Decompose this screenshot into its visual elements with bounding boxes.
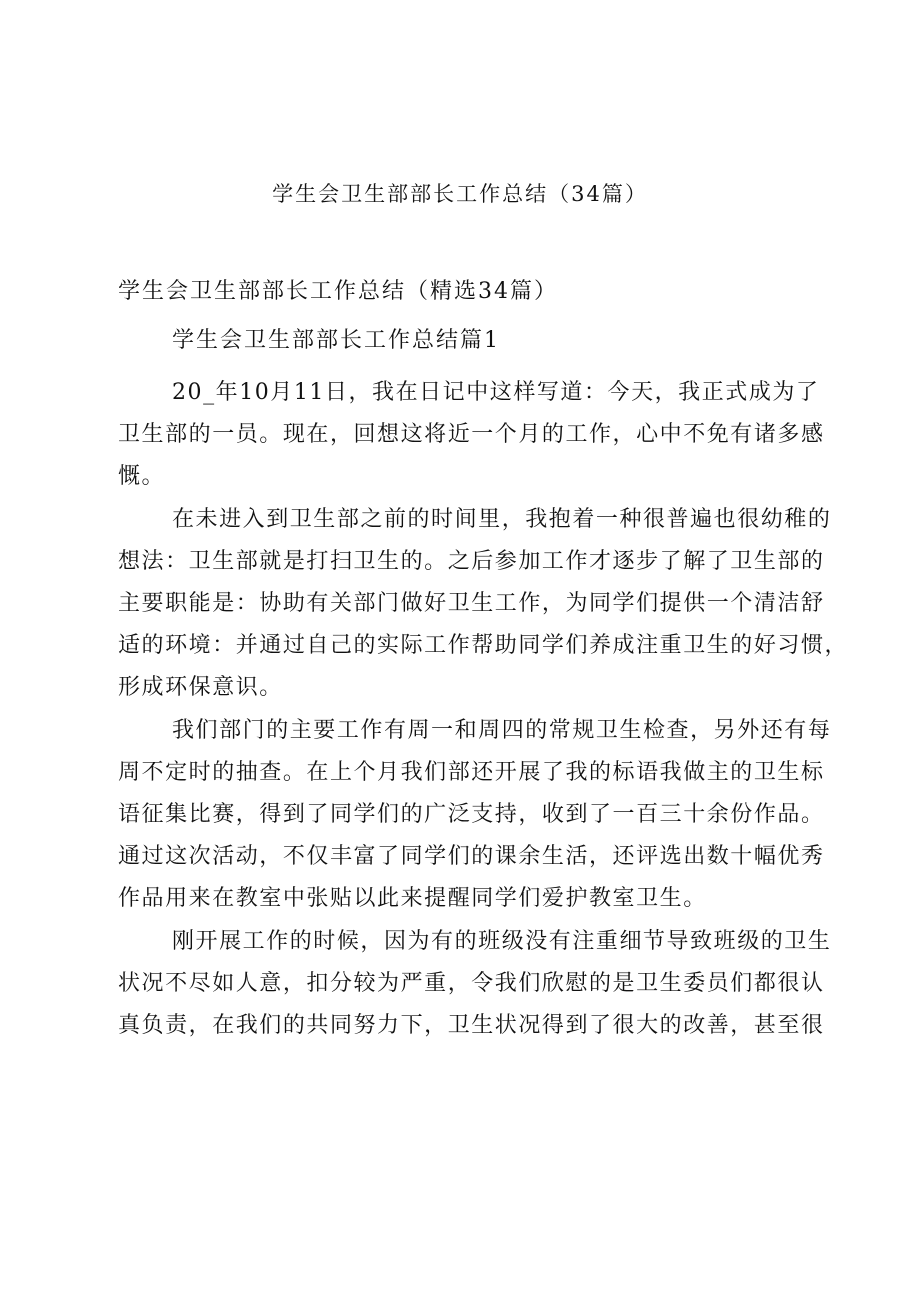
paragraph-line: 主要职能是：协助有关部门做好卫生工作，为同学们提供一个清洁舒 [118, 591, 825, 617]
paragraph-1 [118, 372, 825, 499]
paragraph-line: 20_年10月11日，我在日记中这样写道：今天，我正式成为了 [172, 380, 820, 405]
document-body [118, 372, 849, 1047]
paragraph-2 [118, 499, 849, 710]
paragraph-line: 适的环境：并通过自己的实际工作帮助同学们养成注重卫生的好习惯， [118, 633, 849, 659]
paragraph-line: 语征集比赛，得到了同学们的广泛支持，收到了一百三十余份作品。 [118, 802, 825, 828]
paragraph-line: 状况不尽如人意，扣分较为严重，令我们欣慰的是卫生委员们都很认 [118, 970, 825, 996]
document-title: 学生会卫生部部长工作总结（34篇） [272, 182, 648, 206]
paragraph-line: 在未进入到卫生部之前的时间里，我抱着一种很普遍也很幼稚的 [172, 506, 832, 532]
paragraph-line: 刚开展工作的时候，因为有的班级没有注重细节导致班级的卫生 [172, 928, 832, 954]
paragraph-3 [118, 710, 832, 921]
section-heading: 学生会卫生部部长工作总结篇1 [172, 328, 500, 353]
paragraph-line: 通过这次活动，不仅丰富了同学们的课余生活，还评选出数十幅优秀 [118, 844, 825, 870]
paragraph-line: 周不定时的抽查。在上个月我们部还开展了我的标语我做主的卫生标 [118, 759, 825, 785]
paragraph-line: 作品用来在教室中张贴以此来提醒同学们爱护教室卫生。 [118, 886, 707, 912]
paragraph-line: 我们部门的主要工作有周一和周四的常规卫生检查，另外还有每 [172, 717, 832, 743]
paragraph-line: 真负责，在我们的共同努力下，卫生状况得到了很大的改善，甚至很 [118, 1013, 825, 1039]
paragraph-4 [118, 921, 832, 1048]
paragraph-line: 慨。 [118, 464, 166, 490]
paragraph-line: 想法：卫生部就是打扫卫生的。之后参加工作才逐步了解了卫生部的 [118, 548, 825, 574]
paragraph-line: 形成环保意识。 [118, 675, 283, 701]
paragraph-line: 卫生部的一员。现在，回想这将近一个月的工作，心中不免有诸多感 [118, 422, 825, 448]
document-subtitle: 学生会卫生部部长工作总结（精选34篇） [118, 279, 558, 304]
